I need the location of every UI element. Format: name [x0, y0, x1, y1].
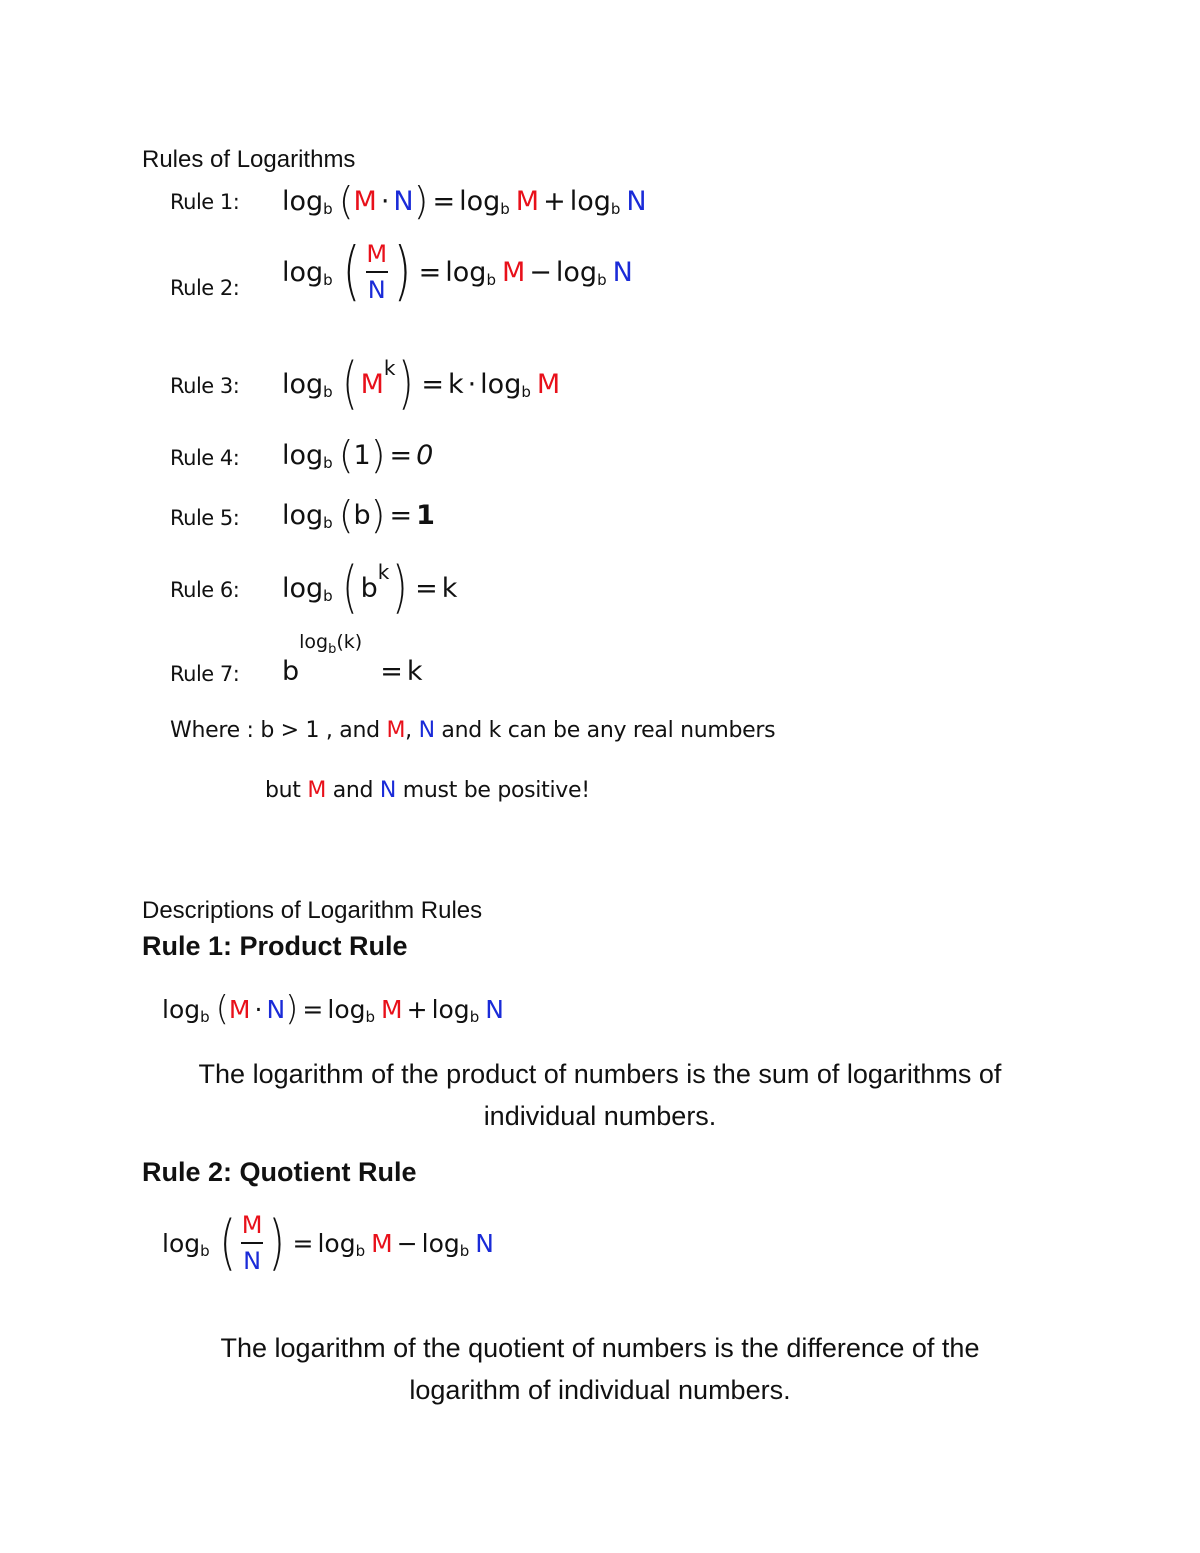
rule-6-formula: log b ( b k ) = k: [282, 555, 458, 620]
descriptions-heading: Descriptions of Logarithm Rules: [142, 897, 483, 924]
section-1-description: The logarithm of the product of numbers is the sum of logarithms of individual numbers.: [198, 1059, 1002, 1131]
page-title: Rules of Logarithms: [142, 146, 356, 173]
rule-1-label: Rule 1:: [170, 190, 240, 214]
rule-2-label: Rule 2:: [170, 276, 240, 300]
section-2-title: Rule 2: Quotient Rule: [142, 1157, 417, 1187]
rule-4-label: Rule 4:: [170, 446, 240, 470]
rule-3-label: Rule 3:: [170, 374, 240, 398]
section-2-description: The logarithm of the quotient of numbers is the difference of the logarithm of individual numbers.: [220, 1333, 980, 1405]
rule-7-label: Rule 7:: [170, 662, 240, 686]
rule-1-formula: log b ( M · N ) = log b M + log b N: [282, 179, 647, 223]
rule-5-formula: log b ( b ) = 1: [282, 493, 435, 537]
rule-4-formula: log b ( 1 ) = 0: [282, 433, 434, 477]
rule-3-formula: log b ( M k ) = k · log b M: [282, 351, 561, 416]
section-2-formula: log b ( $\frac{M}{N}$ ) = log b M − log b N: [162, 1208, 494, 1279]
rule-6-label: Rule 6:: [170, 578, 240, 602]
section-1-title: Rule 1: Product Rule: [142, 931, 408, 961]
rule-7-formula: b log b (k) = k: [282, 630, 423, 687]
rule-2-formula: log b ( $\frac{M}{N}$ ) = log b M − log b N: [282, 235, 633, 309]
rule-5-label: Rule 5:: [170, 506, 240, 530]
conditions-line-1: Where : b > 1 , and M, N and k can be any real numbers: [170, 718, 776, 743]
section-1-formula: log b ( M · N ) = log b M + log b N: [162, 989, 504, 1029]
conditions-line-2: but M and N must be positive!: [265, 778, 590, 803]
